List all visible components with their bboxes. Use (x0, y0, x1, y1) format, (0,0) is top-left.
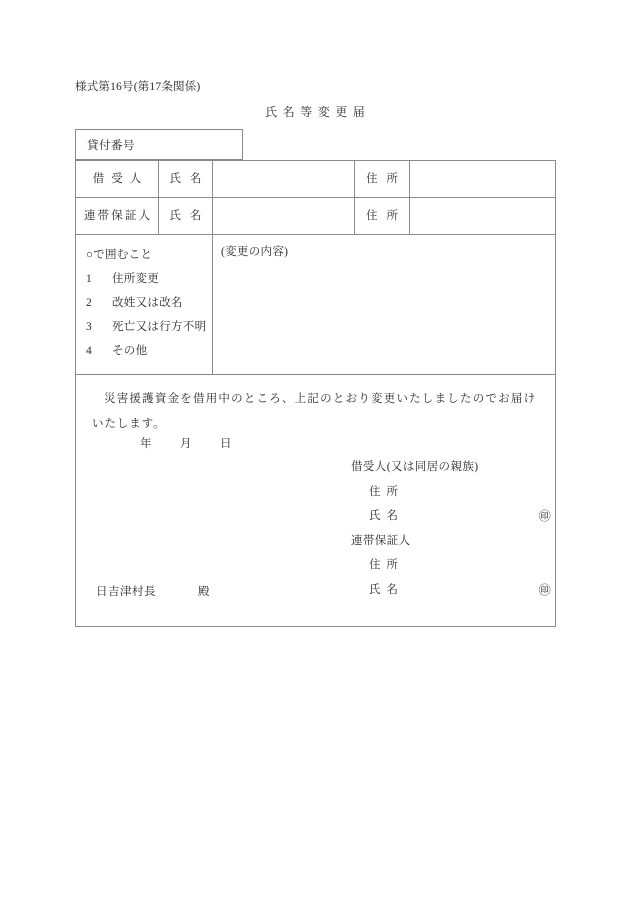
change-content-cell[interactable] (213, 235, 556, 375)
reason-option-2-number: 2 (86, 297, 93, 309)
reason-option-3-number: 3 (86, 321, 93, 333)
reason-options-cell[interactable] (76, 235, 213, 375)
reason-option-3[interactable] (86, 315, 212, 339)
form-main-table (75, 160, 556, 627)
loan-number-label: 貸付番号 (87, 140, 135, 152)
reason-option-4[interactable] (86, 339, 212, 363)
table-row (76, 235, 556, 375)
reason-instruction: ○で囲むこと (86, 249, 153, 261)
reason-option-2[interactable] (86, 291, 212, 315)
reason-option-1-number: 1 (86, 273, 93, 285)
reason-option-3-label: 死亡又は行方不明 (112, 321, 207, 333)
guarantor-address-value[interactable] (410, 198, 555, 234)
date-year-label: 年 (140, 438, 152, 450)
reason-option-4-number: 4 (86, 345, 93, 357)
borrower-name-label-cell (159, 161, 213, 198)
form-code-label: 様式第16号(第17条関係) (75, 81, 201, 93)
addressee-recipient: 日吉津村長 (96, 586, 156, 598)
borrower-address-input-cell[interactable] (410, 161, 556, 198)
borrower-address-label-cell (355, 161, 410, 198)
guarantor-name-value[interactable] (213, 198, 354, 234)
guarantor-signature-name-label: 氏名 (369, 583, 404, 596)
seal-icon: ㊞ (538, 509, 551, 523)
guarantor-address-label: 住所 (366, 210, 407, 222)
borrower-address-value[interactable] (410, 161, 555, 197)
borrower-role-label: 借受人 (92, 173, 149, 185)
statement-body: 災害援護資金を借用中のところ、上記のとおり変更いたしましたのでお届けいたします。 (92, 393, 536, 430)
guarantor-name-input-cell[interactable] (213, 198, 355, 235)
borrower-name-label: 氏名 (169, 173, 211, 185)
statement-cell (76, 375, 556, 627)
addressee-honorific: 殿 (198, 586, 210, 598)
table-row (76, 375, 556, 627)
borrower-name-value[interactable] (213, 161, 354, 197)
guarantor-role-cell (76, 198, 159, 235)
borrower-address-label: 住所 (366, 173, 407, 185)
reason-option-1[interactable] (86, 267, 212, 291)
guarantor-signature-address-label: 住所 (369, 559, 404, 571)
borrower-signature-address-row[interactable] (351, 480, 541, 505)
borrower-name-input-cell[interactable] (213, 161, 355, 198)
signature-block (351, 455, 551, 602)
guarantor-role-label: 連帯保証人 (83, 210, 153, 222)
borrower-signature-name-row[interactable] (351, 504, 551, 529)
date-line[interactable] (140, 435, 232, 451)
addressee-line (96, 583, 210, 599)
guarantor-signature-name-row[interactable] (351, 578, 551, 603)
reason-option-2-label: 改姓又は改名 (112, 297, 183, 309)
guarantor-name-label-cell (159, 198, 213, 235)
table-row (76, 198, 556, 235)
seal-icon: ㊞ (538, 582, 551, 597)
borrower-role-cell (76, 161, 159, 198)
guarantor-signature-heading: 連帯保証人 (351, 534, 411, 547)
guarantor-signature-address-row[interactable] (351, 553, 541, 578)
borrower-signature-address-label: 住所 (369, 485, 404, 498)
table-row (76, 161, 556, 198)
guarantor-address-label-cell (355, 198, 410, 235)
loan-number-box (75, 129, 243, 160)
reason-option-1-label: 住所変更 (112, 273, 160, 285)
date-day-label: 日 (220, 438, 232, 450)
borrower-signature-name-label: 氏名 (369, 510, 404, 522)
change-content-label: (変更の内容) (221, 246, 289, 258)
guarantor-name-label: 氏名 (169, 210, 211, 222)
date-month-label: 月 (180, 438, 192, 450)
reason-option-4-label: その他 (112, 345, 148, 357)
form-title: 氏名等変更届 (265, 105, 371, 119)
guarantor-address-input-cell[interactable] (410, 198, 556, 235)
borrower-signature-heading: 借受人(又は同居の親族) (351, 461, 479, 473)
